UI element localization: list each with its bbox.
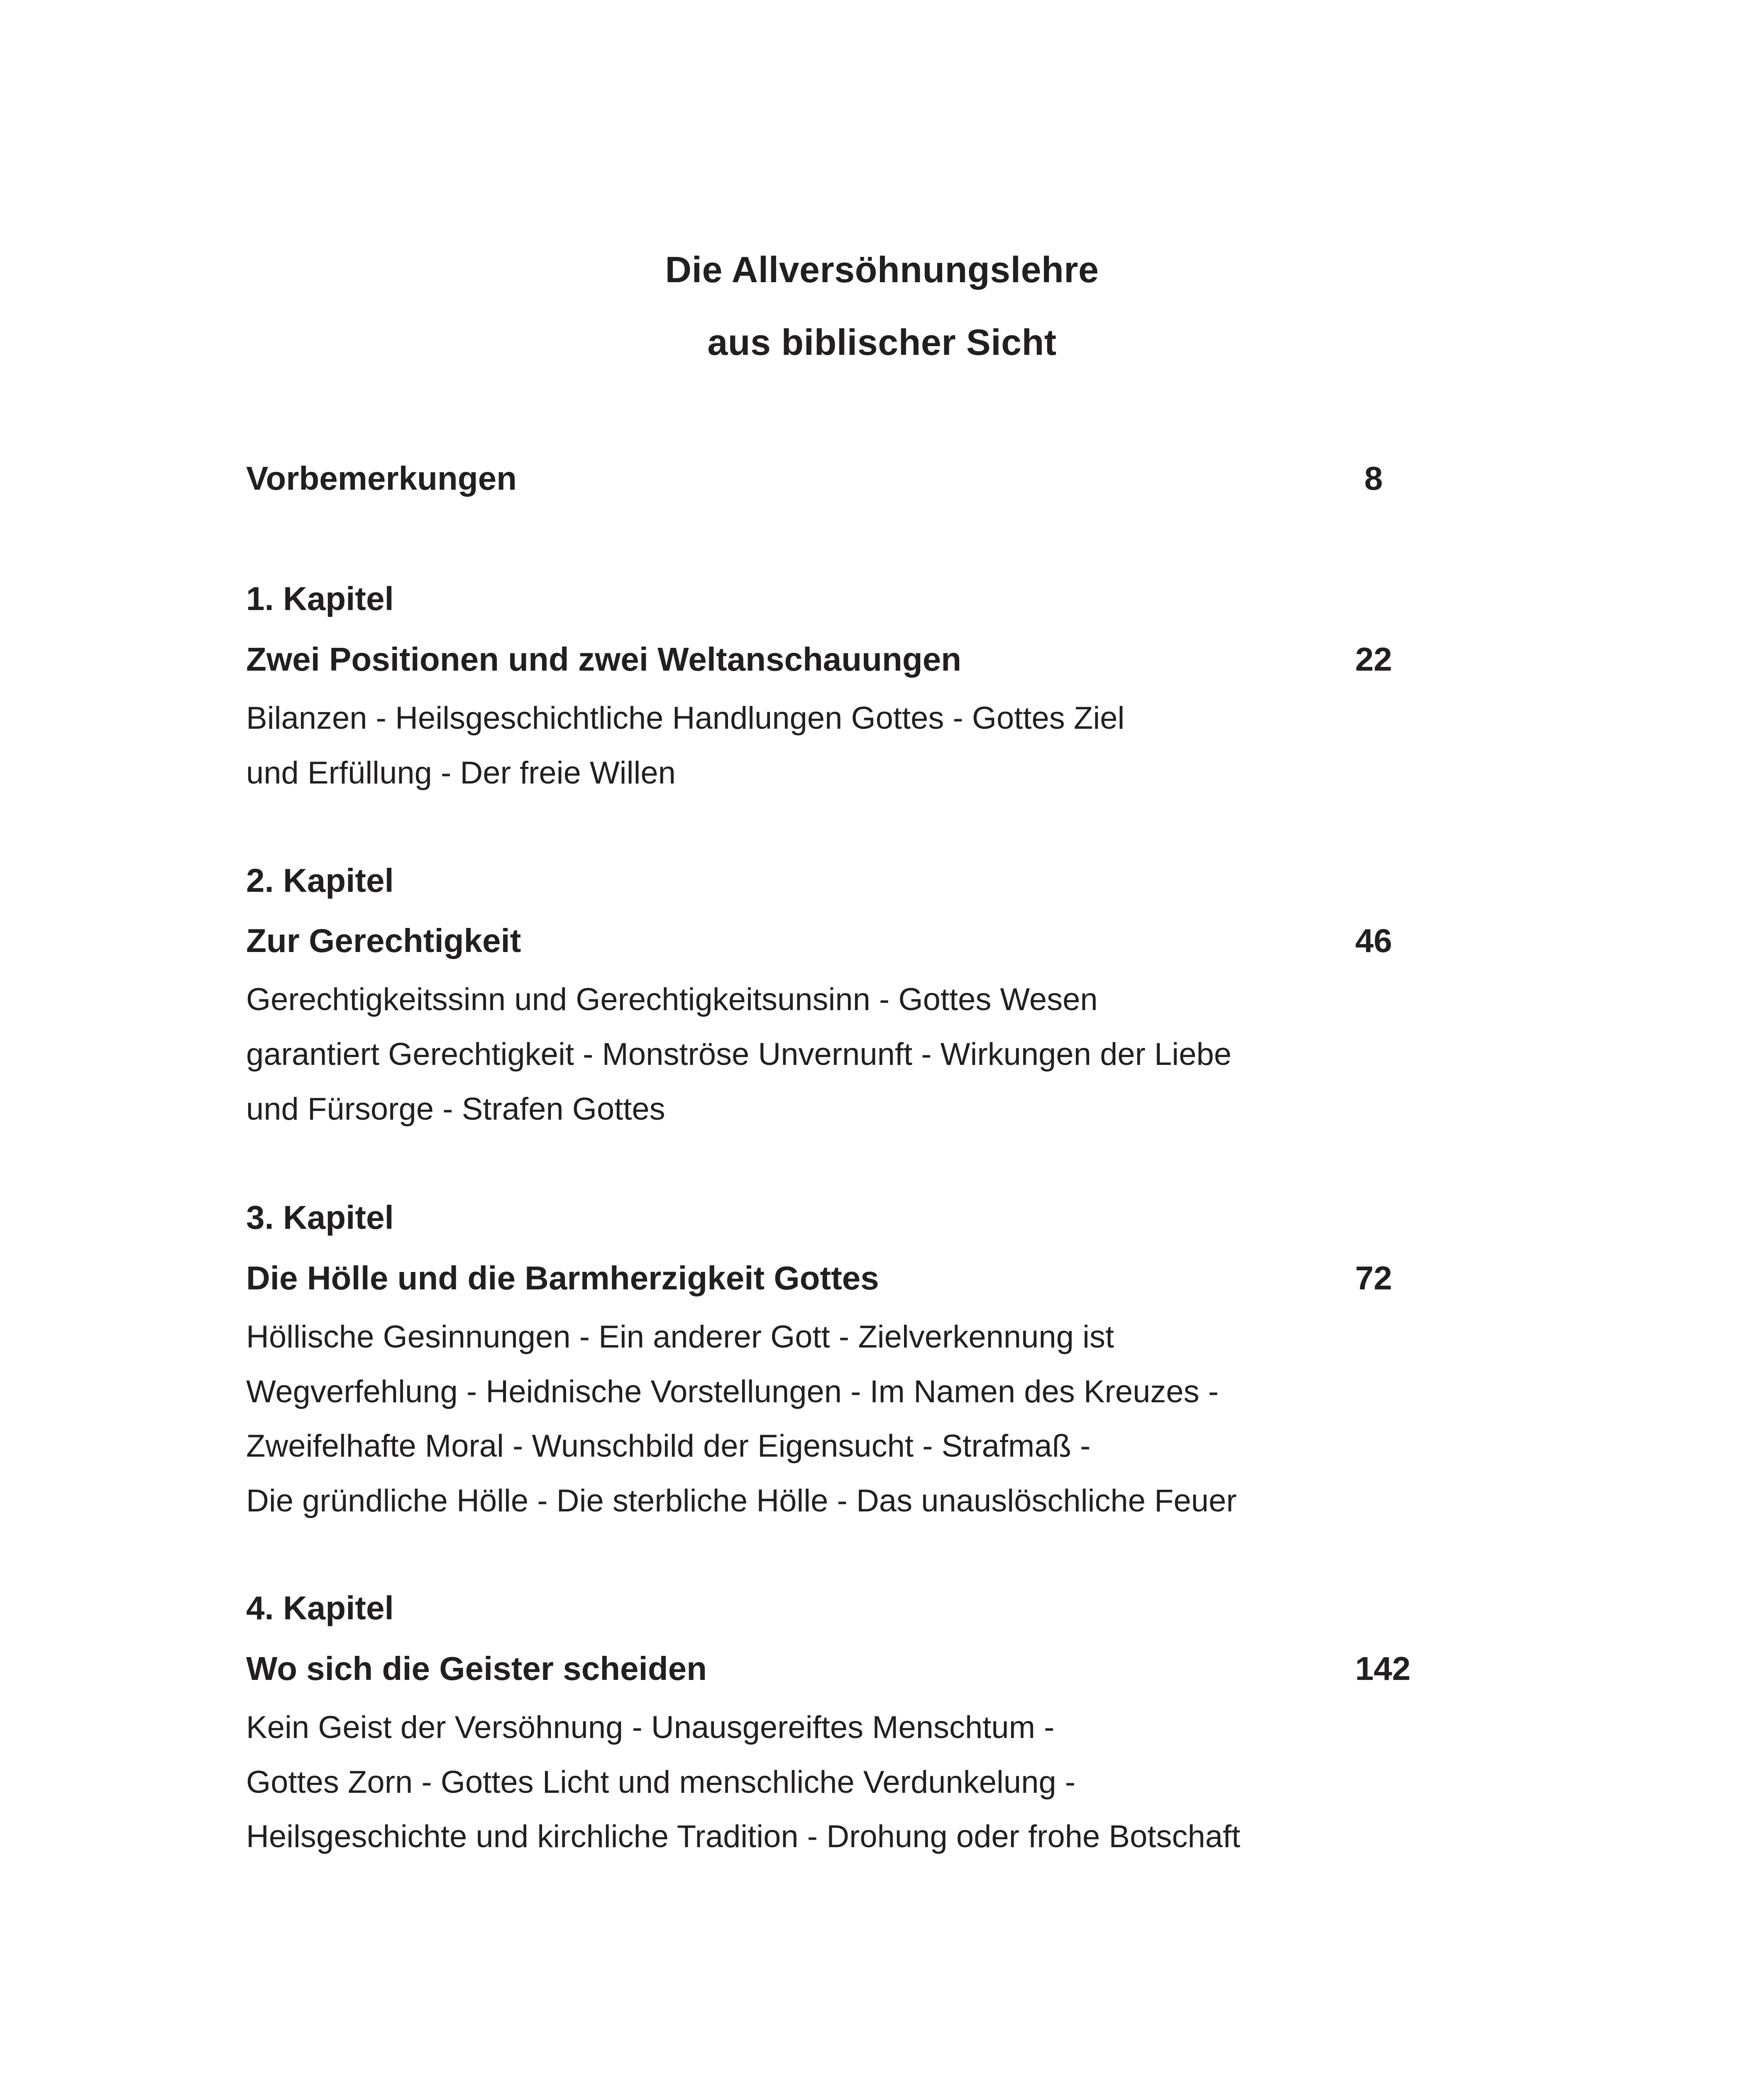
chapter-2-topics-line-3: und Fürsorge - Strafen Gottes — [246, 1091, 665, 1127]
chapter-2-topics-line-1: Gerechtigkeitssinn und Gerechtigkeitsunsinn - Gottes Wesen — [246, 982, 1098, 1017]
chapter-2-page-number: 46 — [1355, 922, 1392, 959]
chapter-1-page-number: 22 — [1355, 641, 1392, 678]
chapter-1-title: Zwei Positionen und zwei Weltanschauungen — [246, 641, 962, 678]
book-title-line-2: aus biblischer Sicht — [707, 322, 1057, 363]
chapter-2-title: Zur Gerechtigkeit — [246, 922, 521, 959]
chapter-4-number: 4. Kapitel — [246, 1589, 394, 1626]
chapter-4-topics-line-1: Kein Geist der Versöhnung - Unausgereiftes Menschtum - — [246, 1710, 1055, 1745]
chapter-3-page-number: 72 — [1355, 1260, 1392, 1296]
chapter-3-topics-line-4: Die gründliche Hölle - Die sterbliche Hölle - Das unauslöschliche Feuer — [246, 1483, 1237, 1518]
chapter-3-topics-line-3: Zweifelhafte Moral - Wunschbild der Eigensucht - Strafmaß - — [246, 1428, 1091, 1464]
chapter-2-number: 2. Kapitel — [246, 862, 394, 899]
preface-label: Vorbemerkungen — [246, 460, 517, 497]
chapter-2-topics-line-2: garantiert Gerechtigkeit - Monströse Unvernunft - Wirkungen der Liebe — [246, 1037, 1231, 1072]
preface-page-number: 8 — [1364, 460, 1383, 497]
chapter-4-page-number: 142 — [1355, 1650, 1411, 1687]
chapter-4-topics-line-3: Heilsgeschichte und kirchliche Tradition - Drohung oder frohe Botschaft — [246, 1819, 1241, 1854]
chapter-3-title: Die Hölle und die Barmherzigkeit Gottes — [246, 1260, 879, 1296]
chapter-3-topics-line-2: Wegverfehlung - Heidnische Vorstellungen - Im Namen des Kreuzes - — [246, 1374, 1219, 1409]
chapter-3-topics-line-1: Höllische Gesinnungen - Ein anderer Gott - Zielverkennung ist — [246, 1319, 1114, 1355]
chapter-1-topics-line-2: und Erfüllung - Der freie Willen — [246, 755, 676, 791]
chapter-3-number: 3. Kapitel — [246, 1199, 394, 1236]
chapter-4-title: Wo sich die Geister scheiden — [246, 1650, 707, 1687]
book-title-line-1: Die Allversöhnungslehre — [665, 249, 1099, 290]
chapter-1-topics-line-1: Bilanzen - Heilsgeschichtliche Handlungen Gottes - Gottes Ziel — [246, 701, 1125, 736]
chapter-4-topics-line-2: Gottes Zorn - Gottes Licht und menschliche Verdunkelung - — [246, 1765, 1076, 1800]
chapter-1-number: 1. Kapitel — [246, 580, 394, 617]
